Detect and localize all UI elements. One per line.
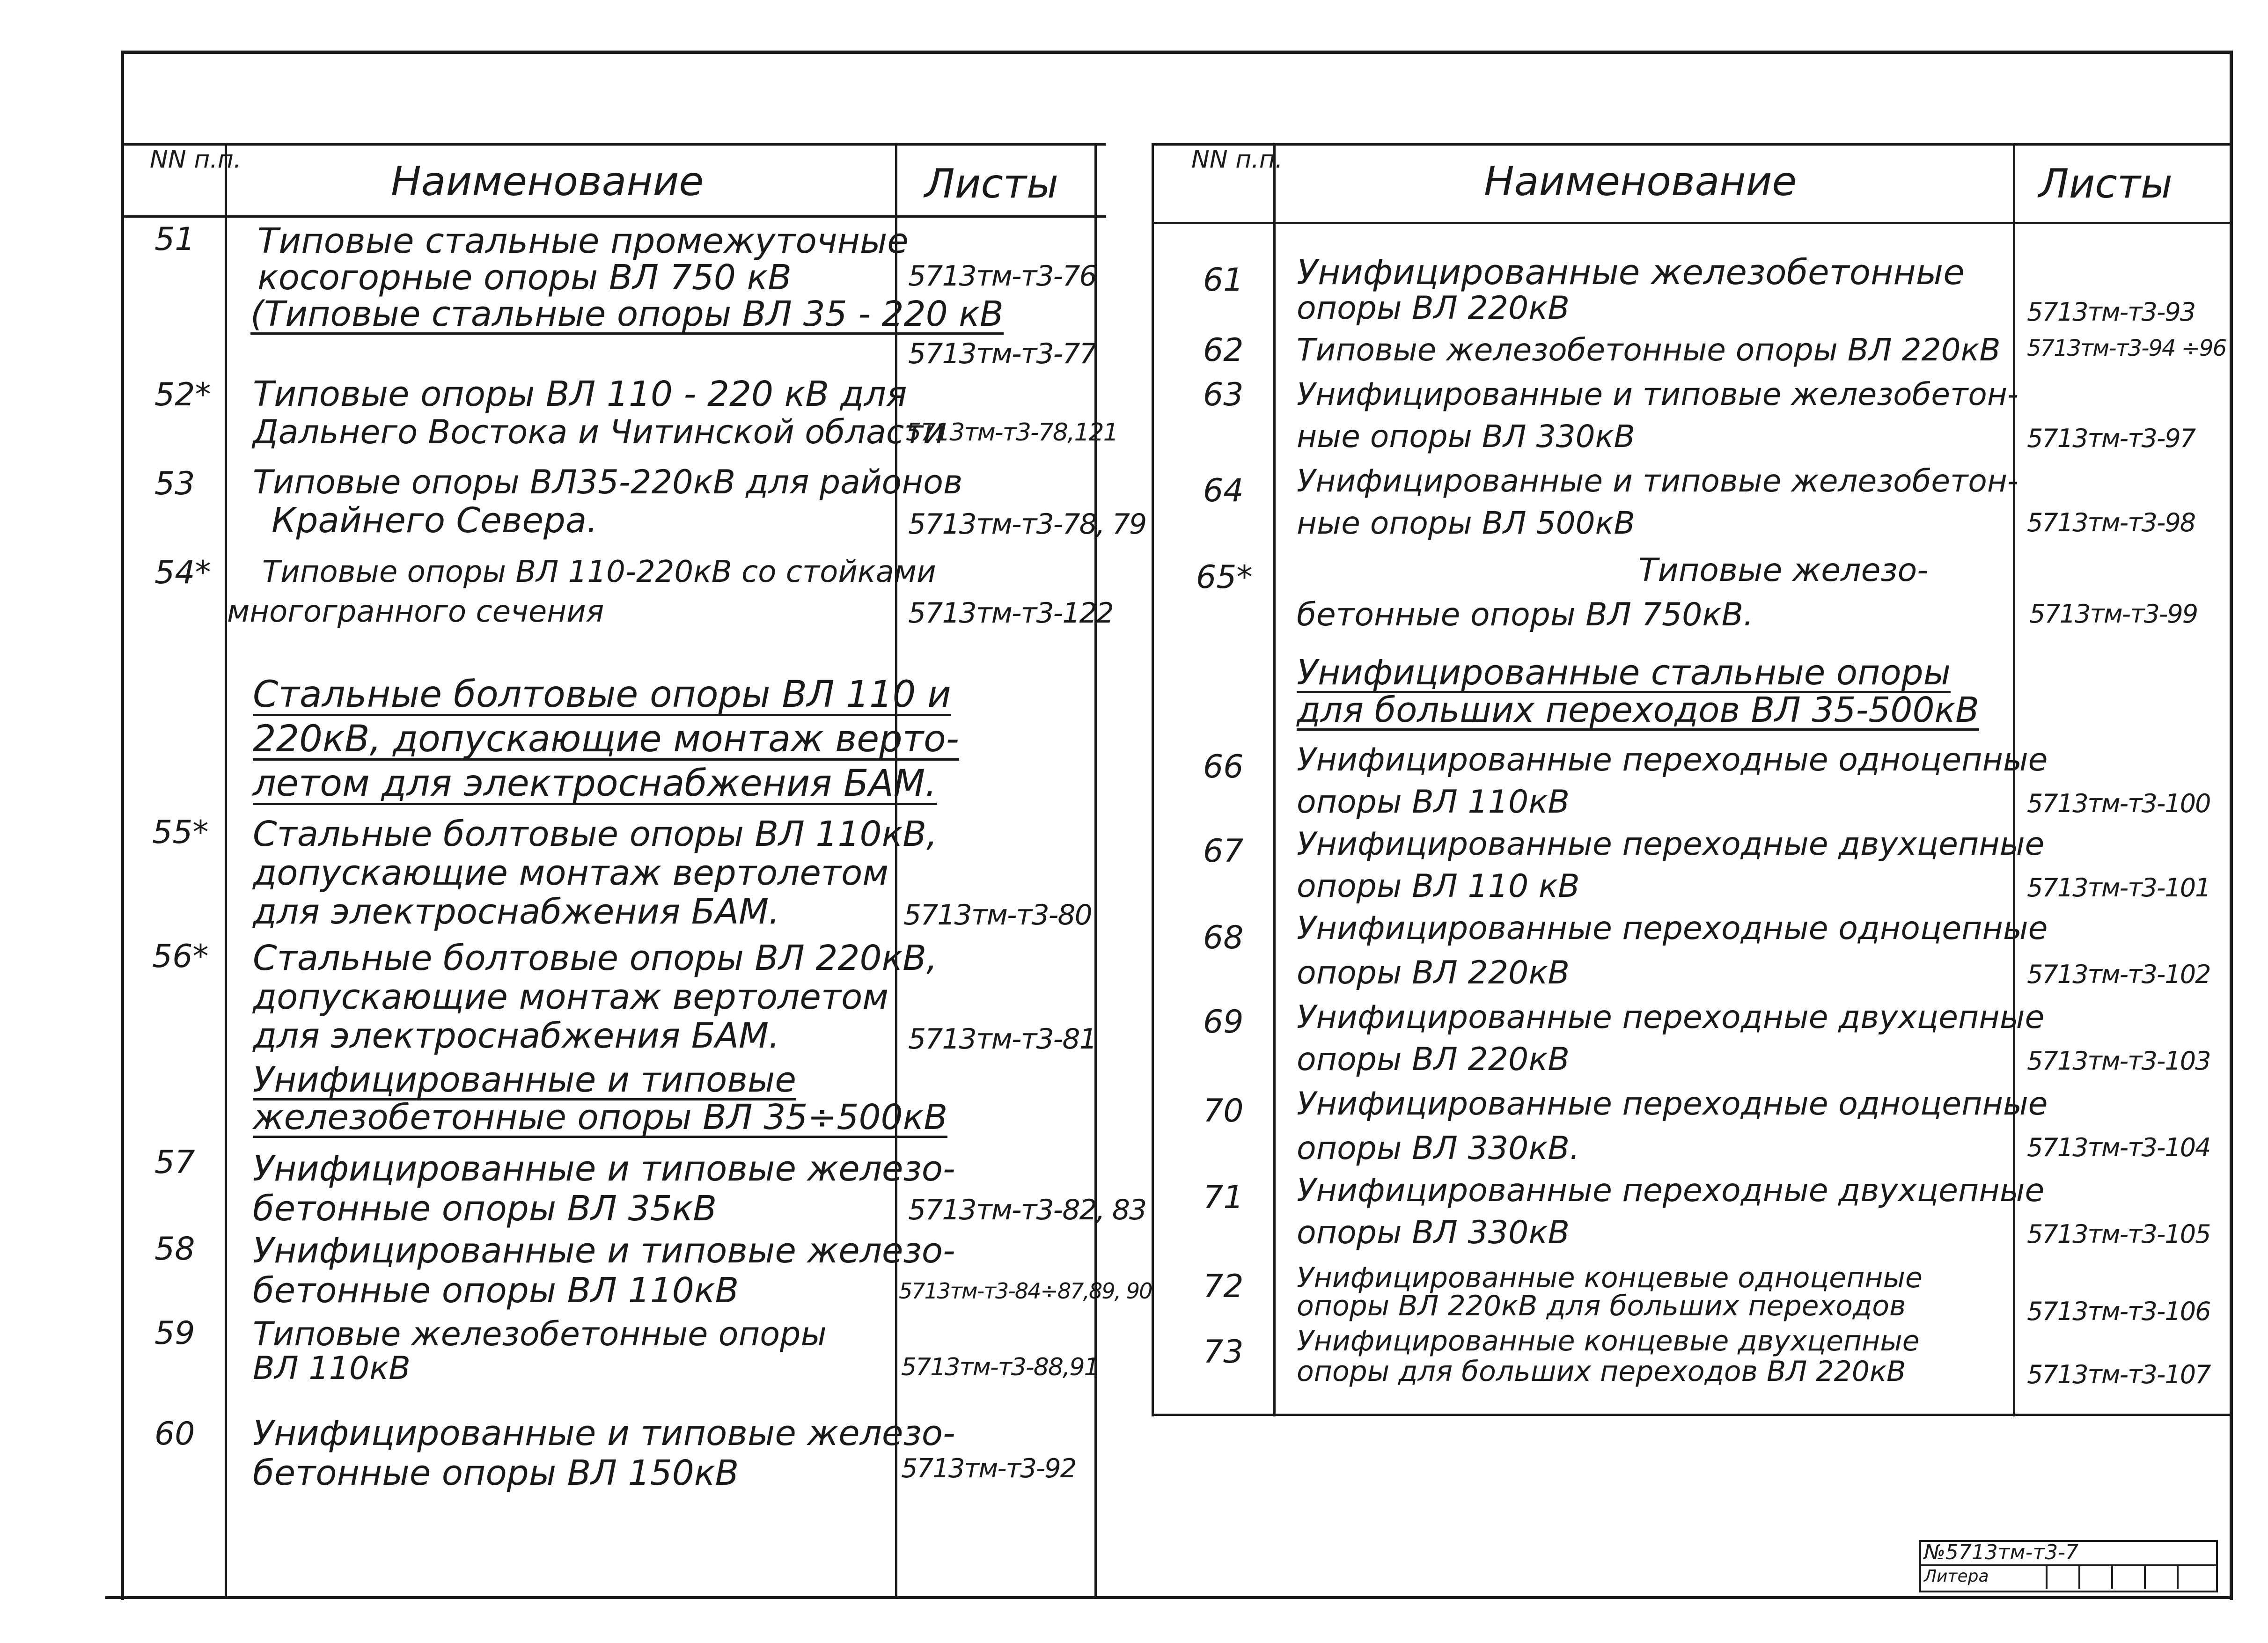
left-header-top — [121, 143, 1106, 146]
stamp-doc-number: №5713тм-т3-7 — [1924, 1540, 2078, 1564]
row-name-line: бетонные опоры ВЛ 150кВ — [253, 1453, 739, 1493]
row-number: 62 — [1203, 332, 1244, 369]
row-name-line: Унифицированные переходные одноцепные — [1297, 741, 2048, 778]
row-sheet: 5713тм-т3-98 — [2027, 508, 2195, 537]
row-name-line: Унифицированные концевые двухцепные — [1297, 1325, 1920, 1357]
row-sheet: 5713тм-т3-107 — [2027, 1360, 2210, 1389]
right-col-sep-2 — [2013, 143, 2015, 1416]
row-number: 73 — [1203, 1334, 1244, 1371]
stamp-cell — [2177, 1564, 2179, 1589]
row-number: 67 — [1203, 833, 1244, 870]
row-number: 71 — [1203, 1179, 1244, 1216]
section-heading-line: 220кВ, допускающие монтаж верто- — [253, 718, 959, 760]
row-name-line: Унифицированные переходные одноцепные — [1297, 910, 2048, 947]
row-sheet: 5713тм-т3-106 — [2027, 1297, 2210, 1326]
left-col-sep-2 — [895, 143, 897, 1597]
right-header-bottom — [1152, 222, 2233, 224]
row-name-line: для электроснабжения БАМ. — [253, 892, 780, 932]
row-name-line: Унифицированные концевые одноцепные — [1297, 1262, 1923, 1294]
frame-top — [121, 51, 2233, 54]
stamp-cell — [2078, 1564, 2080, 1589]
row-sheet: 5713тм-т3-94 ÷96 — [2027, 335, 2226, 361]
row-name-line: Унифицированные и типовые железобетон- — [1297, 376, 2018, 412]
row-sheet: 5713тм-т3-104 — [2027, 1133, 2210, 1162]
row-name-line: Унифицированные и типовые железо- — [253, 1413, 955, 1453]
section-heading-line: железобетонные опоры ВЛ 35÷500кВ — [253, 1097, 948, 1137]
row-number: 66 — [1203, 748, 1244, 785]
row-name-line: опоры ВЛ 110кВ — [1297, 784, 1570, 821]
left-col-sep-1 — [225, 143, 227, 1597]
row-name-line: Стальные болтовые опоры ВЛ 110кВ, — [253, 814, 938, 854]
row-name-line: опоры ВЛ 220кВ — [1297, 954, 1570, 991]
row-sheet: 5713тм-т3-105 — [2027, 1219, 2210, 1249]
row-number: 52* — [154, 376, 211, 413]
row-number: 61 — [1203, 262, 1244, 299]
row-name-line: Унифицированные переходные двухцепные — [1297, 1172, 2045, 1209]
row-name-line: допускающие монтаж вертолетом — [253, 853, 889, 893]
row-sheet: 5713тм-т3-80 — [903, 899, 1092, 932]
row-name-line: Стальные болтовые опоры ВЛ 220кВ, — [253, 938, 938, 978]
row-name-line: (Типовые стальные опоры ВЛ 35 - 220 кВ — [250, 294, 1004, 334]
row-name-line: ные опоры ВЛ 500кВ — [1297, 505, 1635, 541]
row-number: 56* — [152, 938, 209, 975]
row-number: 51 — [154, 221, 195, 258]
row-number: 60 — [154, 1416, 195, 1452]
row-sheet: 5713тм-т3-103 — [2027, 1046, 2210, 1076]
row-name-line: Типовые стальные промежуточные — [257, 221, 909, 261]
row-name-line: опоры ВЛ 220кВ — [1297, 290, 1570, 327]
right-header-num: NN п.п. — [1191, 146, 1283, 174]
row-name-line: Типовые железо- — [1638, 552, 1929, 589]
row-sheet: 5713тм-т3-77 — [908, 337, 1096, 370]
row-number: 68 — [1203, 919, 1244, 956]
row-name-line: ные опоры ВЛ 330кВ — [1297, 418, 1635, 455]
row-number: 54* — [154, 554, 211, 591]
row-sheet: 5713тм-т3-92 — [901, 1453, 1076, 1484]
row-sheet: 5713тм-т3-78, 79 — [908, 508, 1146, 541]
row-number: 55* — [152, 814, 209, 851]
stamp-cell — [2046, 1564, 2048, 1589]
section-heading-line: Стальные болтовые опоры ВЛ 110 и — [253, 674, 951, 716]
row-name-line: Унифицированные и типовые железобетон- — [1297, 463, 2018, 499]
frame-right — [2230, 51, 2233, 1600]
right-header-name: Наименование — [1484, 158, 1797, 205]
row-name-line: для электроснабжения БАМ. — [253, 1016, 780, 1056]
section-heading-line: для больших переходов ВЛ 35-500кВ — [1297, 690, 1979, 730]
row-name-line: Типовые опоры ВЛ 110 - 220 кВ для — [253, 374, 907, 414]
row-sheet: 5713тм-т3-82, 83 — [908, 1194, 1146, 1226]
left-header-bottom — [121, 215, 1106, 218]
row-name-line: опоры для больших переходов ВЛ 220кВ — [1297, 1355, 1906, 1388]
row-sheet: 5713тм-т3-122 — [908, 597, 1113, 630]
row-name-line: Унифицированные переходные двухцепные — [1297, 826, 2045, 863]
section-heading-line: летом для электроснабжения БАМ. — [253, 763, 937, 805]
frame-left — [121, 51, 124, 1600]
row-name-line: Типовые железобетонные опоры ВЛ 220кВ — [1297, 332, 2001, 368]
left-header-num: NN п.п. — [150, 146, 242, 174]
right-header-sheets: Листы — [2039, 161, 2173, 207]
row-name-line: опоры ВЛ 220кВ для больших переходов — [1297, 1290, 1906, 1322]
row-name-line: опоры ВЛ 110 кВ — [1297, 868, 1580, 905]
stamp-divider — [1919, 1564, 2216, 1566]
stamp-cell — [2111, 1564, 2113, 1589]
right-header-top — [1152, 143, 2233, 146]
row-name-line: Типовые железобетонные опоры — [253, 1315, 827, 1353]
row-name-line: косогорные опоры ВЛ 750 кВ — [257, 257, 792, 298]
left-header-sheets: Листы — [925, 161, 1058, 207]
row-number: 59 — [154, 1315, 195, 1352]
row-number: 70 — [1203, 1093, 1244, 1130]
section-heading-line: Унифицированные и типовые — [253, 1060, 796, 1100]
row-name-line: бетонные опоры ВЛ 110кВ — [253, 1270, 739, 1311]
row-number: 57 — [154, 1144, 195, 1181]
row-name-line: ВЛ 110кВ — [253, 1350, 411, 1387]
right-col-sep-0 — [1152, 143, 1154, 1416]
row-number: 72 — [1203, 1268, 1244, 1305]
row-sheet: 5713тм-т3-88,91 — [901, 1353, 1099, 1381]
right-table-bottom — [1152, 1414, 2233, 1416]
row-sheet: 5713тм-т3-78,121 — [906, 418, 1118, 447]
row-name-line: Унифицированные и типовые железо- — [253, 1231, 955, 1271]
row-name-line: Унифицированные и типовые железо- — [253, 1149, 955, 1189]
row-sheet: 5713тм-т3-93 — [2027, 297, 2195, 327]
left-header-name: Наименование — [391, 158, 704, 205]
row-name-line: допускающие монтаж вертолетом — [253, 977, 889, 1017]
row-name-line: Типовые опоры ВЛ35-220кВ для районов — [253, 463, 963, 501]
row-sheet: 5713тм-т3-81 — [908, 1023, 1096, 1056]
row-sheet: 5713тм-т3-102 — [2027, 960, 2210, 989]
row-name-line: Унифицированные железобетонные — [1297, 252, 1965, 293]
row-sheet: 5713тм-т3-101 — [2027, 873, 2210, 902]
row-sheet: 5713тм-т3-99 — [2029, 599, 2198, 629]
row-number: 58 — [154, 1231, 195, 1268]
row-name-line: бетонные опоры ВЛ 750кВ. — [1297, 596, 1754, 633]
row-number: 53 — [154, 465, 195, 502]
row-name-line: опоры ВЛ 330кВ. — [1297, 1130, 1580, 1167]
row-name-line: Крайнего Севера. — [272, 500, 598, 541]
row-number: 65* — [1196, 559, 1253, 596]
row-name-line: Типовые опоры ВЛ 110-220кВ со стойками — [262, 555, 936, 589]
row-number: 64 — [1203, 472, 1244, 509]
row-number: 69 — [1203, 1004, 1244, 1041]
row-sheet: 5713тм-т3-76 — [908, 260, 1096, 293]
section-heading-line: Унифицированные стальные опоры — [1297, 653, 1951, 693]
frame-bottom — [105, 1596, 2233, 1599]
stamp-cell — [2144, 1564, 2146, 1589]
row-name-line: бетонные опоры ВЛ 35кВ — [253, 1188, 717, 1229]
row-sheet: 5713тм-т3-100 — [2027, 789, 2210, 818]
row-name-line: Унифицированные переходные одноцепные — [1297, 1086, 2048, 1122]
row-name-line: Дальнего Востока и Читинской области — [253, 413, 945, 451]
right-col-sep-1 — [1273, 143, 1276, 1416]
row-name-line: Унифицированные переходные двухцепные — [1297, 999, 2045, 1036]
row-number: 63 — [1203, 376, 1244, 413]
row-name-line: многогранного сечения — [227, 594, 604, 629]
stamp-litera: Литера — [1924, 1567, 1989, 1586]
row-name-line: опоры ВЛ 330кВ — [1297, 1214, 1570, 1251]
row-name-line: опоры ВЛ 220кВ — [1297, 1041, 1570, 1078]
row-sheet: 5713тм-т3-84÷87,89, 90 — [899, 1278, 1152, 1304]
row-sheet: 5713тм-т3-97 — [2027, 424, 2195, 453]
